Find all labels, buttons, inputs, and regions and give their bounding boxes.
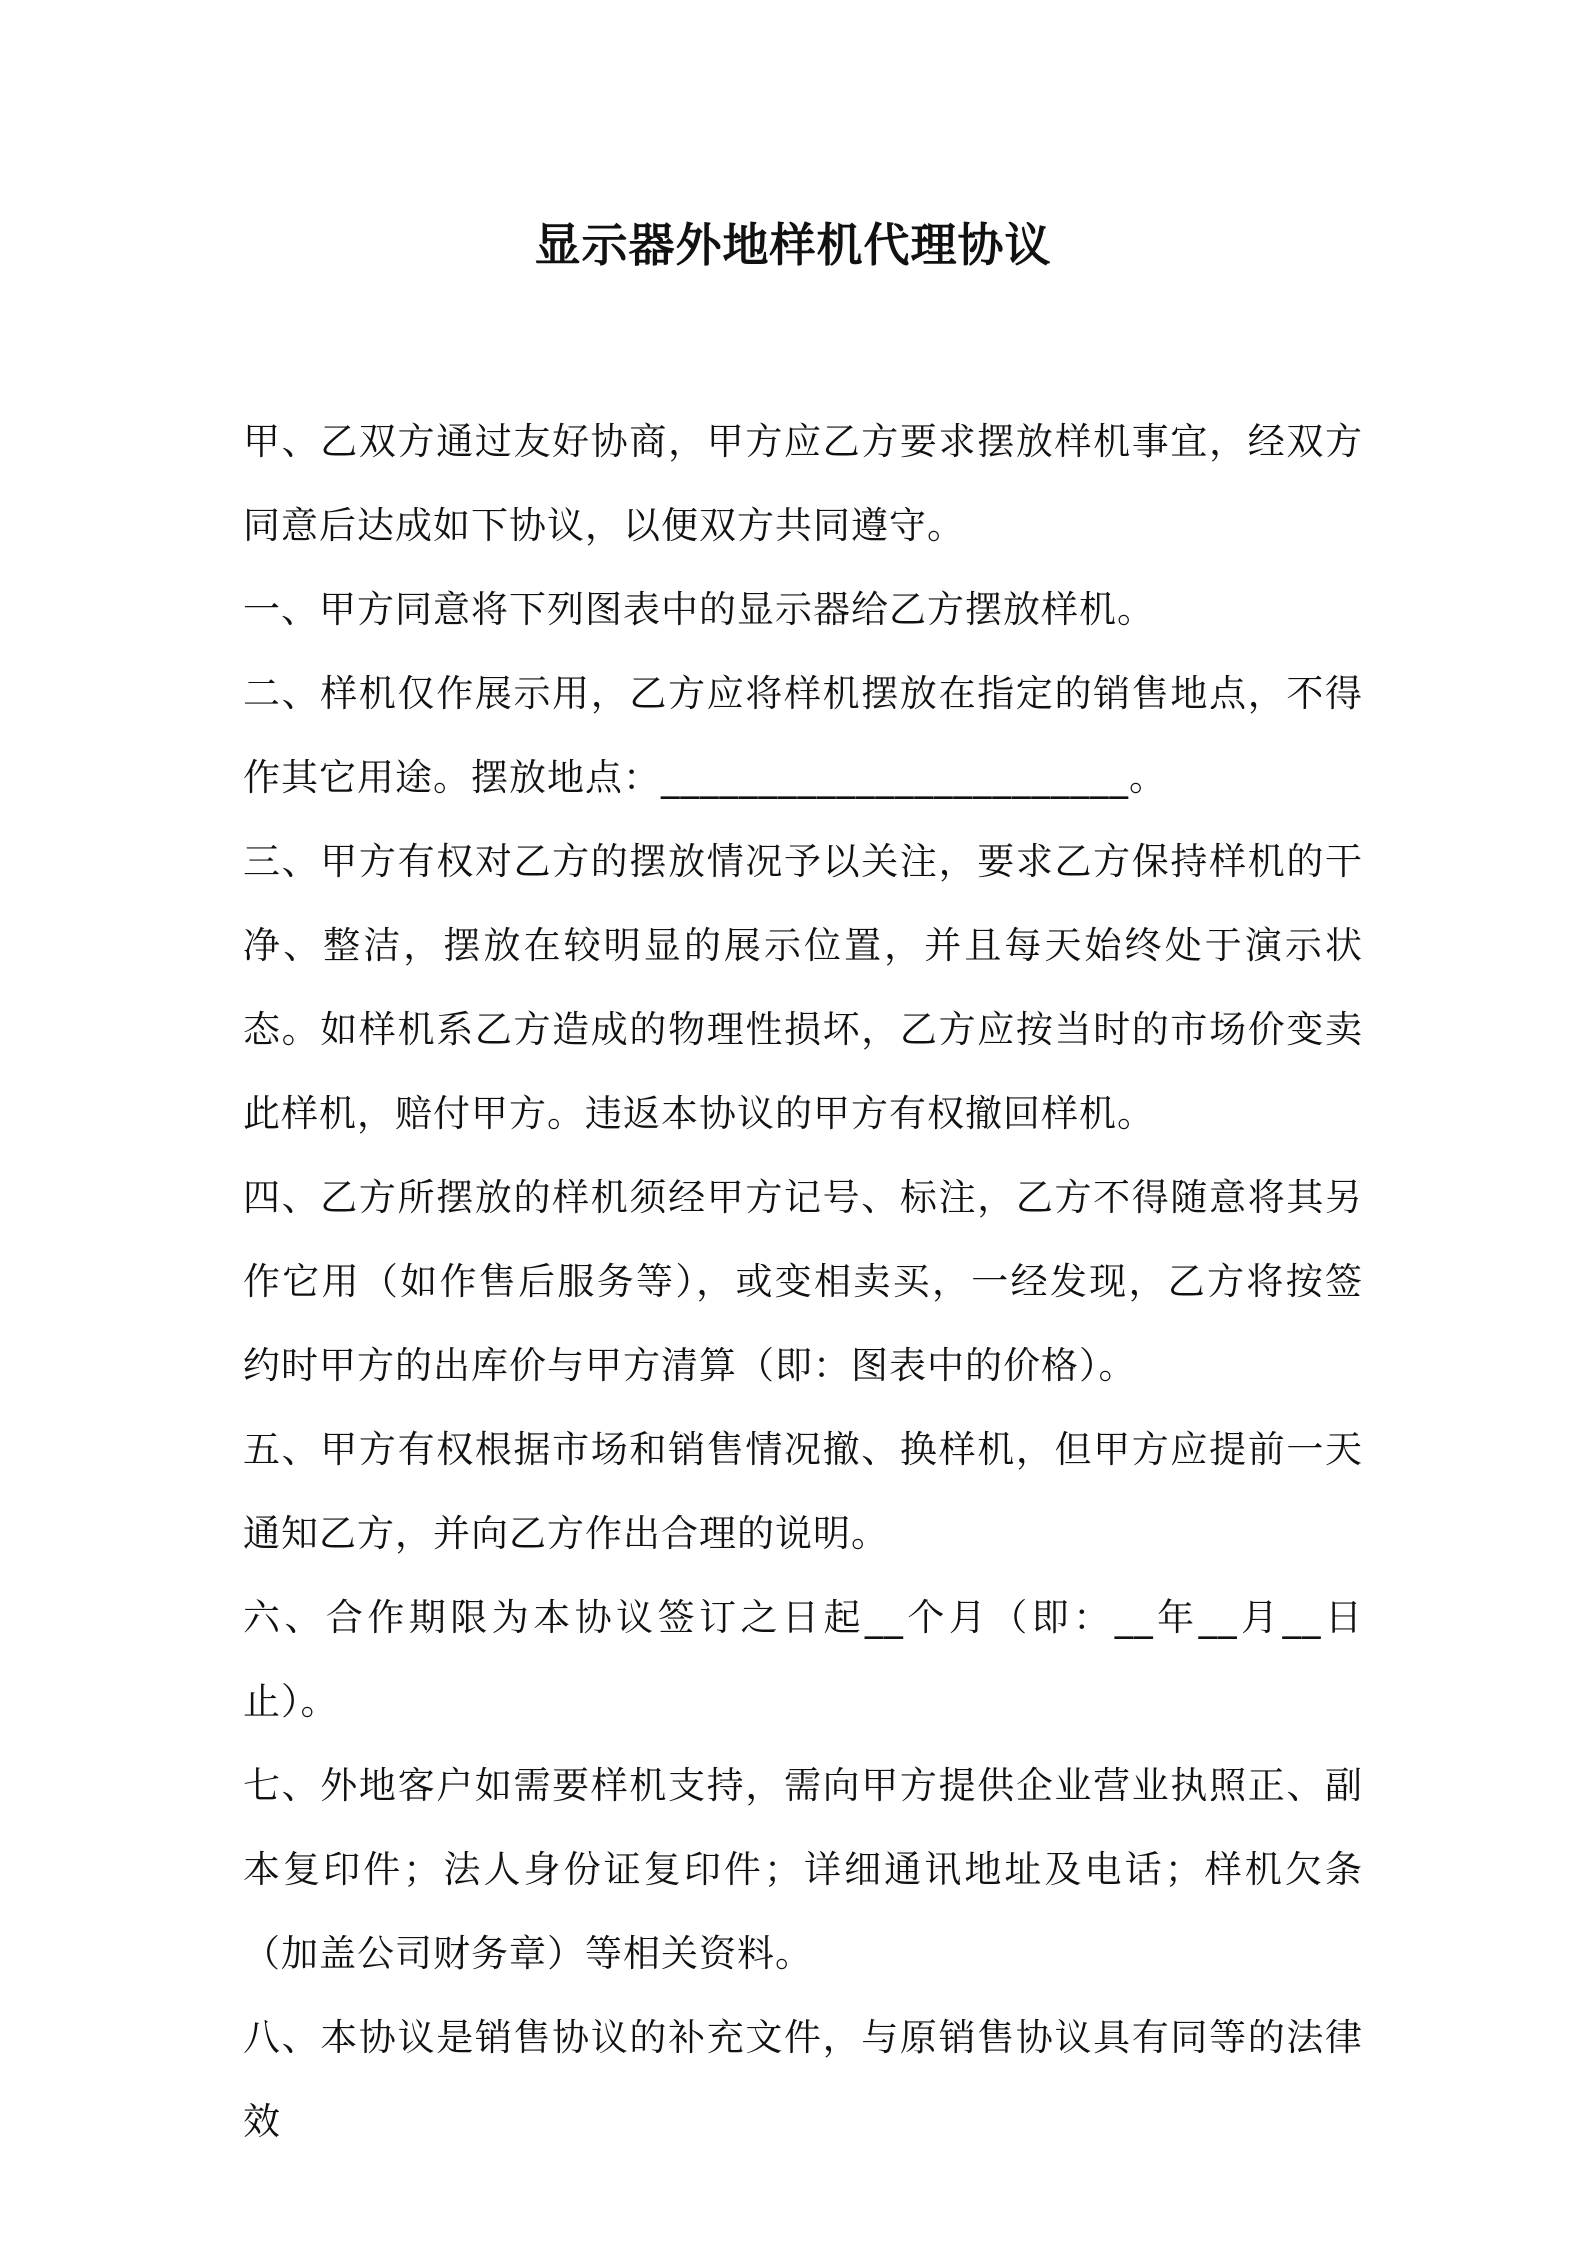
intro-paragraph: 甲、乙双方通过友好协商，甲方应乙方要求摆放样机事宜，经双方同意后达成如下协议，以便双方共同遵守。 <box>243 420 1363 547</box>
clause-8: 八、本协议是销售协议的补充文件，与原销售协议具有同等的法律效 <box>243 2016 1363 2143</box>
clause-3: 三、甲方有权对乙方的摆放情况予以关注，要求乙方保持样机的干净、整洁，摆放在较明显的展示位置，并且每天始终处于演示状态。如样机系乙方造成的物理性损坏，乙方应按当时的市场价变卖此样机，赔付甲方。违返本协议的甲方有权撤回样机。 <box>243 840 1363 1135</box>
clause-4: 四、乙方所摆放的样机须经甲方记号、标注，乙方不得随意将其另作它用（如作售后服务等），或变相卖买，一经发现，乙方将按签约时甲方的出库价与甲方清算（即：图表中的价格）。 <box>243 1176 1363 1387</box>
clause-5: 五、甲方有权根据市场和销售情况撤、换样机，但甲方应提前一天通知乙方，并向乙方作出合理的说明。 <box>243 1428 1363 1555</box>
clause-6: 六、合作期限为本协议签订之日起__个月（即：__年__月__日止）。 <box>243 1596 1363 1723</box>
document-title: 显示器外地样机代理协议 <box>534 218 1052 272</box>
clause-2: 二、样机仅作展示用，乙方应将样机摆放在指定的销售地点，不得作其它用途。摆放地点：________________________。 <box>243 672 1363 799</box>
clause-1: 一、甲方同意将下列图表中的显示器给乙方摆放样机。 <box>243 588 1155 631</box>
clause-7: 七、外地客户如需要样机支持，需向甲方提供企业营业执照正、副本复印件；法人身份证复印件；详细通讯地址及电话；样机欠条（加盖公司财务章）等相关资料。 <box>243 1764 1363 1975</box>
document-body <box>243 400 1363 2164</box>
